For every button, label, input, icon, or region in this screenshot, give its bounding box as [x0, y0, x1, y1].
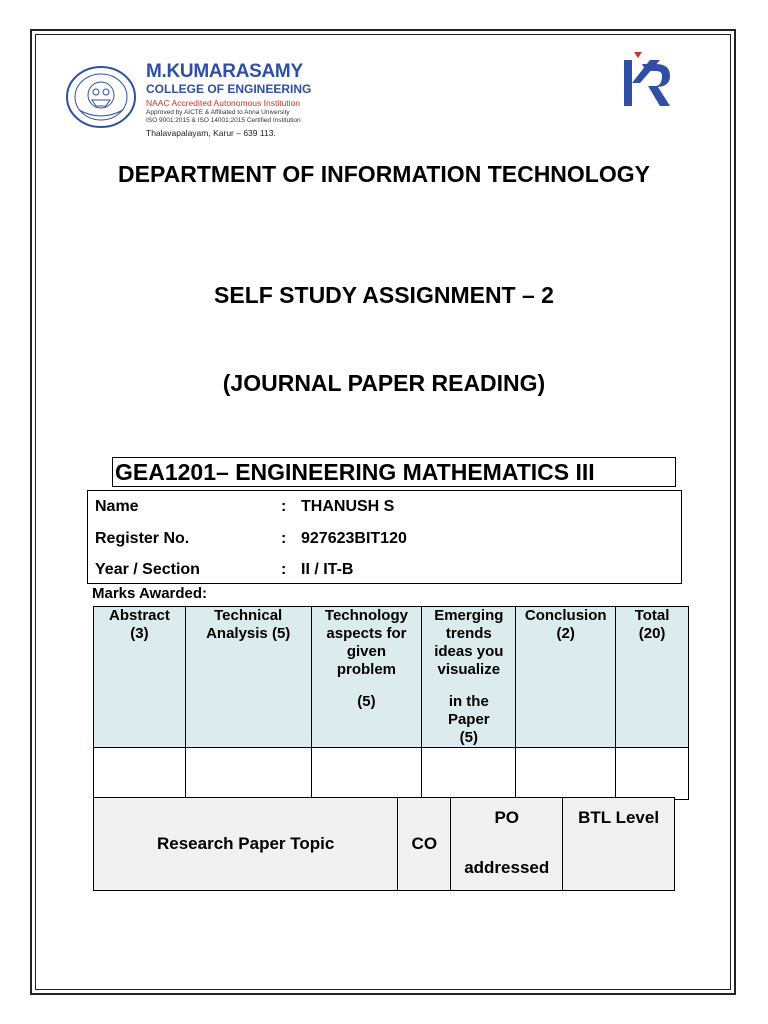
college-address: Thalavapalayam, Karur – 639 113. — [146, 128, 276, 138]
btl-level-cell — [563, 798, 675, 891]
register-value: 927623BIT120 — [301, 530, 407, 547]
marks-entry-row — [94, 748, 689, 800]
marks-awarded-label: Marks Awarded: — [92, 585, 208, 602]
emerging-trends-header: Emerging trends ideas you visualize in the Paper (5) — [422, 607, 516, 748]
name-label: Name — [95, 498, 139, 515]
abstract-mark-cell[interactable] — [94, 748, 186, 800]
btl-level-label: BTL Level — [578, 808, 660, 827]
student-info-box — [87, 490, 682, 584]
kr-logo — [620, 50, 674, 108]
total-header: Total (20) — [616, 607, 689, 748]
name-value: THANUSH S — [301, 498, 395, 515]
department-title: DEPARTMENT OF INFORMATION TECHNOLOGY — [118, 161, 650, 187]
technical-analysis-mark-cell[interactable] — [185, 748, 311, 800]
register-label: Register No. — [95, 530, 190, 547]
technology-aspects-mark-cell[interactable] — [311, 748, 422, 800]
emerging-trends-mark-cell[interactable] — [422, 748, 516, 800]
year-section-label: Year / Section — [95, 561, 200, 578]
college-name-block — [146, 62, 326, 139]
co-cell: CO — [398, 798, 451, 891]
college-seal-logo — [66, 66, 136, 128]
abstract-header: Abstract (3) — [94, 607, 186, 748]
technology-aspects-header: Technology aspects for given problem (5) — [311, 607, 422, 748]
assignment-title: SELF STUDY ASSIGNMENT – 2 — [214, 282, 554, 308]
conclusion-header: Conclusion (2) — [516, 607, 616, 748]
college-name: M.KUMARASAMY — [146, 61, 303, 82]
year-section-separator: : — [281, 561, 287, 578]
addressed-label: addressed — [464, 858, 550, 877]
accreditation-text: NAAC Accredited Autonomous Institution — [146, 98, 301, 108]
conclusion-mark-cell[interactable] — [516, 748, 616, 800]
po-addressed-cell — [451, 798, 563, 891]
technical-analysis-header: Technical Analysis (5) — [185, 607, 311, 748]
po-label: PO — [494, 808, 519, 827]
marks-table — [93, 606, 689, 800]
approval-line-1: Approved by AICTE & Affiliated to Anna University — [146, 109, 290, 116]
name-separator: : — [281, 498, 287, 515]
topic-row — [94, 798, 675, 891]
register-separator: : — [281, 530, 287, 547]
research-topic-cell: Research Paper Topic — [94, 798, 398, 891]
year-section-value: II / IT-B — [301, 561, 354, 578]
approval-line-2: ISO 9001:2015 & ISO 14001:2015 Certified Institution — [146, 117, 301, 124]
marks-header-row — [94, 607, 689, 748]
course-title: GEA1201– ENGINEERING MATHEMATICS III — [112, 457, 676, 487]
journal-reading-title: (JOURNAL PAPER READING) — [222, 370, 546, 396]
total-mark-cell[interactable] — [616, 748, 689, 800]
research-topic-table — [93, 797, 675, 891]
college-subtitle: COLLEGE OF ENGINEERING — [146, 82, 312, 96]
